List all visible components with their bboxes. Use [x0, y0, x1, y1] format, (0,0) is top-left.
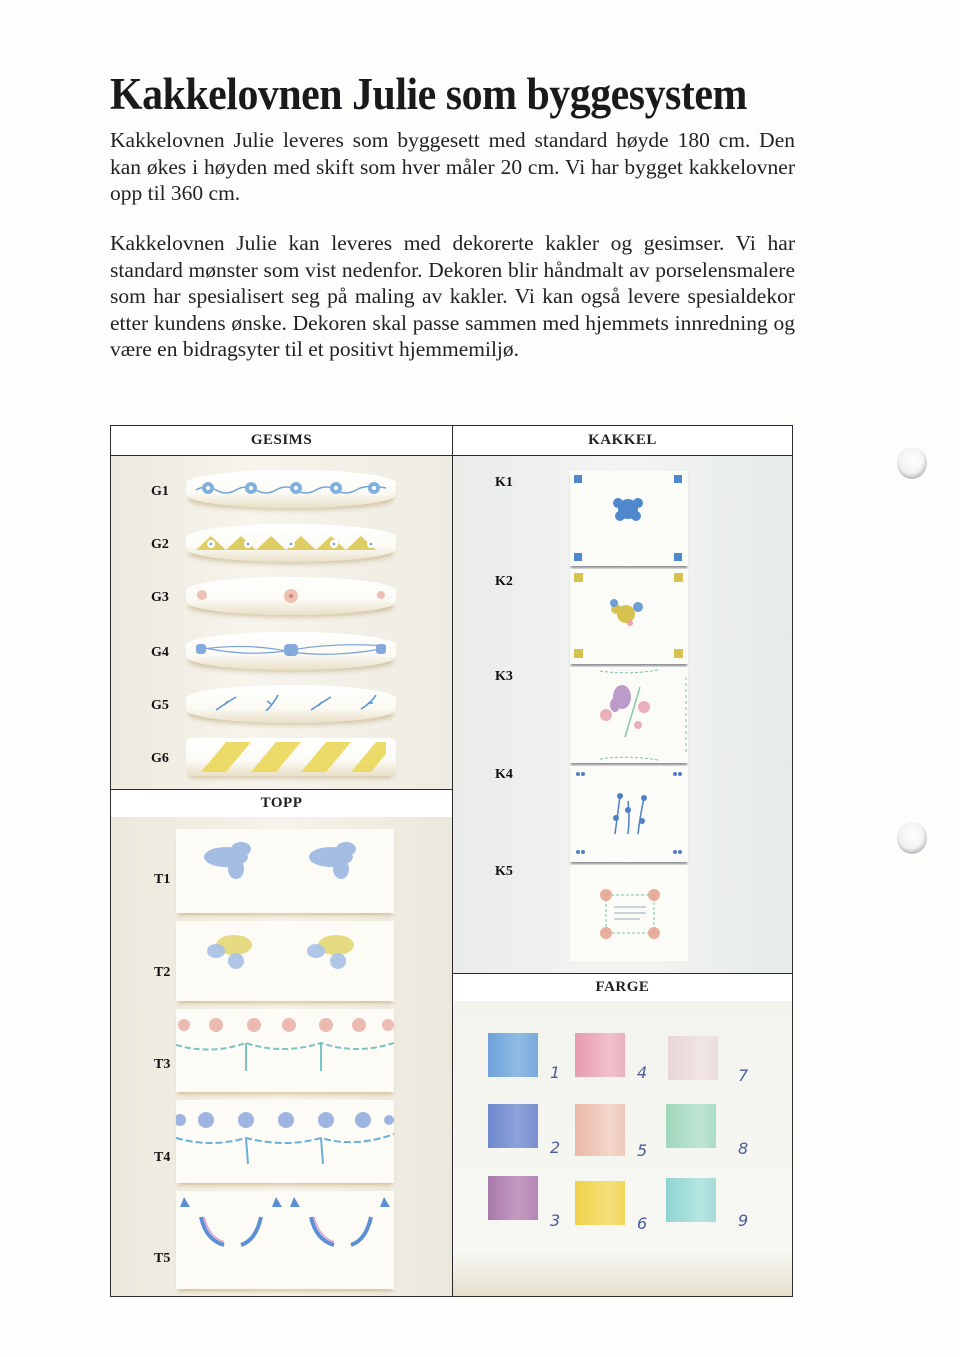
color-swatch-3: [488, 1176, 538, 1220]
color-swatch-9: [666, 1178, 716, 1222]
gesims-label: G6: [151, 751, 169, 766]
color-swatch-7: [668, 1036, 718, 1080]
gesims-label: G5: [151, 698, 169, 713]
gesims-photo: [111, 456, 452, 789]
left-column: [111, 426, 453, 1296]
color-swatch-1: [488, 1033, 538, 1077]
blue-bouquet-icon: [570, 471, 688, 566]
swatch-number: 9: [738, 1211, 749, 1230]
kakkel-sample-k4: [570, 766, 688, 862]
yellow-stripe-icon: [196, 742, 386, 772]
topp-label: T1: [154, 872, 171, 887]
kakkel-photo: [453, 456, 792, 973]
yellow-blue-bouquet-icon: [570, 569, 688, 664]
topp-photo: [111, 817, 452, 1296]
color-swatch-4: [575, 1033, 625, 1077]
gesims-label: G4: [151, 645, 169, 660]
gesims-sample-g5: [186, 685, 396, 723]
topp-sample-t3: [176, 1009, 394, 1092]
pink-flower-icon: [196, 587, 386, 603]
topp-label: T5: [154, 1251, 171, 1266]
swatch-number: 4: [637, 1063, 648, 1082]
gesims-sample-g1: [186, 470, 396, 508]
kakkel-label: K2: [495, 574, 513, 589]
yellow-blue-bouquet-icon: [196, 929, 376, 979]
topp-label: T2: [154, 965, 171, 980]
swatch-number: 5: [637, 1141, 648, 1160]
topp-sample-t4: [176, 1100, 394, 1183]
blue-bouquet-icon: [196, 837, 376, 887]
swatch-number: 8: [738, 1139, 749, 1158]
color-swatch-2: [488, 1104, 538, 1148]
blue-pink-swag-icon: [176, 1195, 394, 1255]
swatch-number: 3: [550, 1211, 561, 1230]
blue-flower-vine-icon: [196, 480, 386, 496]
blue-sprig-icon: [196, 695, 386, 711]
gesims-label: G3: [151, 590, 169, 605]
swatch-number: 2: [550, 1138, 561, 1157]
color-swatch-8: [666, 1104, 716, 1148]
gesims-header: GESIMS: [111, 426, 452, 456]
topp-label: T4: [154, 1150, 171, 1165]
swatch-number: 7: [738, 1066, 749, 1085]
gesims-sample-g6: [186, 738, 396, 776]
pink-flower-garland-icon: [176, 1013, 394, 1073]
kakkel-sample-k2: [570, 569, 688, 664]
kakkel-label: K3: [495, 669, 513, 684]
swatch-number: 6: [637, 1214, 648, 1233]
topp-label: T3: [154, 1057, 171, 1072]
binder-hole-icon: [897, 447, 927, 479]
page-title: Kakkelovnen Julie som byggesystem: [110, 69, 747, 119]
decor-paragraph: Kakkelovnen Julie kan leveres med dekorerte kakler og gesimser. Vi har standard mønster som vist nedenfor. Dekoren blir håndmalt av porselensmalere som har spesialisert seg på maling av kakler. Vi kan også levere spesialdekor etter kundens ønske. Dekoren skal passe sammen med hjemmets innredning og være en bidragsyter til et positivt hjemmemiljø.: [110, 231, 795, 361]
blue-swag-flower-icon: [196, 642, 386, 658]
intro-paragraph: Kakkelovnen Julie leveres som byggesett med standard høyde 180 cm. Den kan økes i høyden med skift som hver måler 20 cm. Vi har bygget kakkelovner opp til 360 cm.: [110, 128, 795, 205]
bluebell-icon: [570, 766, 688, 862]
right-column: [453, 426, 792, 1296]
swatch-number: 1: [550, 1063, 561, 1082]
blue-flower-garland-icon: [176, 1108, 394, 1168]
color-swatch-6: [575, 1181, 625, 1225]
gesims-sample-g4: [186, 632, 396, 670]
topp-header: TOPP: [111, 789, 452, 818]
kakkel-sample-k5: [570, 865, 688, 961]
farge-header: FARGE: [453, 973, 792, 1002]
topp-sample-t1: [176, 829, 394, 913]
gesims-label: G1: [151, 484, 169, 499]
farge-photo: [453, 1001, 792, 1296]
gesims-sample-g3: [186, 577, 396, 615]
binder-hole-icon: [897, 822, 927, 854]
gesims-label: G2: [151, 537, 169, 552]
iris-flower-icon: [570, 667, 688, 763]
kakkel-sample-k1: [570, 471, 688, 566]
kakkel-sample-k3: [570, 667, 688, 763]
topp-sample-t5: [176, 1191, 394, 1289]
kakkel-label: K1: [495, 475, 513, 490]
gesims-sample-g2: [186, 524, 396, 562]
yellow-triangle-icon: [196, 534, 386, 550]
pattern-catalog-grid: [110, 425, 793, 1297]
topp-sample-t2: [176, 921, 394, 1001]
text-frame-icon: [570, 865, 688, 961]
kakkel-header: KAKKEL: [453, 426, 792, 456]
kakkel-label: K5: [495, 864, 513, 879]
kakkel-label: K4: [495, 767, 513, 782]
color-swatch-5: [575, 1104, 625, 1156]
